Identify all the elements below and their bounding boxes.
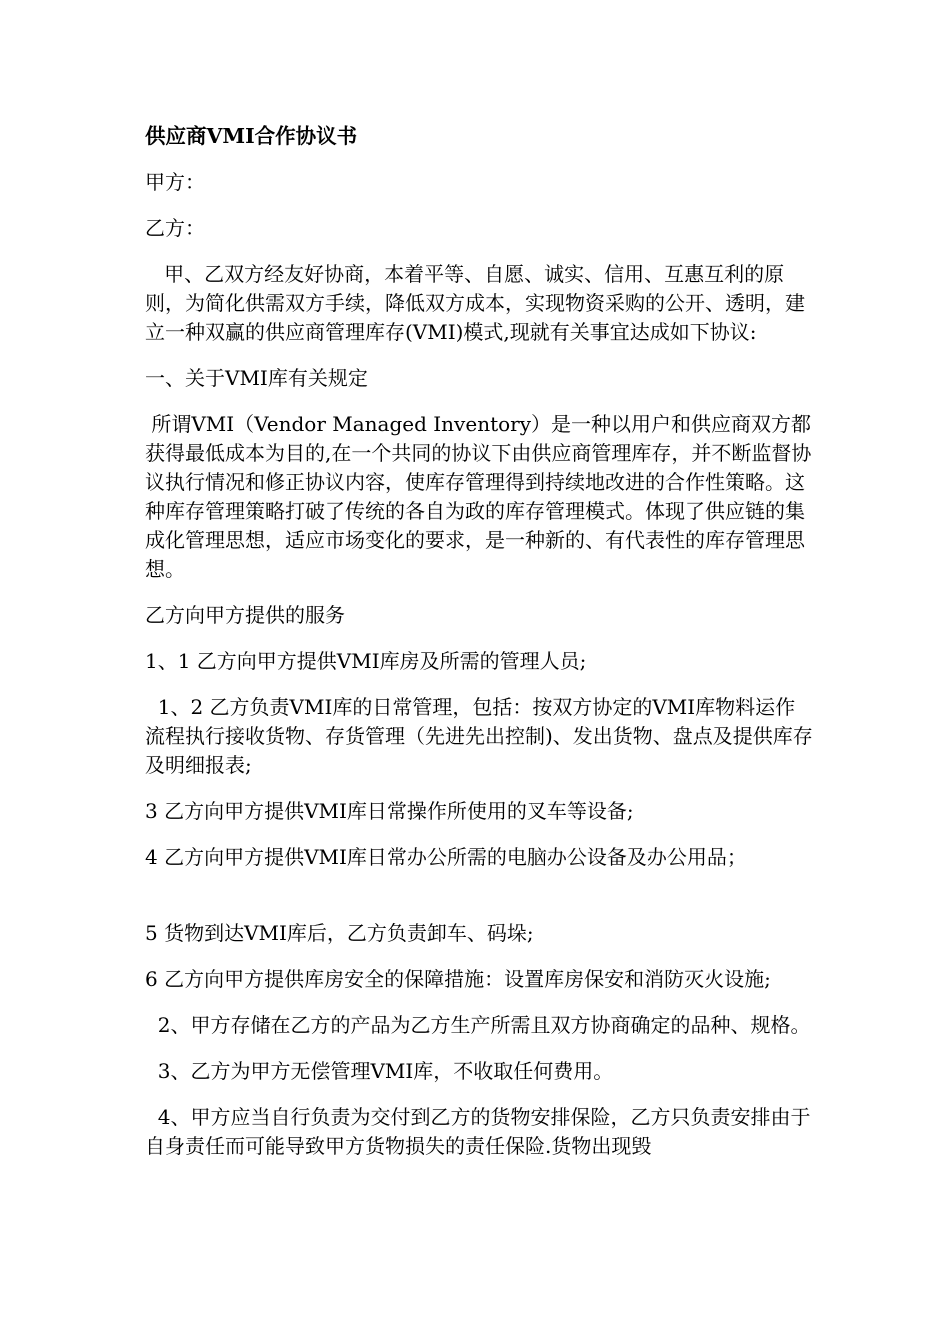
intro-paragraph: 甲、乙双方经友好协商，本着平等、自愿、诚实、信用、互惠互利的原则，为简化供需双方手续，降低双方成本，实现物资采购的公开、透明，建立一种双赢的供应商管理库存(VMI)模式,现就有关事宜达成如下协议:	[145, 262, 805, 344]
document-page	[145, 122, 813, 1178]
services-heading: 乙方向甲方提供的服务	[145, 603, 345, 627]
document-title: 供应商VMI合作协议书	[145, 124, 358, 148]
clause-1-1: 1、1 乙方向甲方提供VMI库房及所需的管理人员;	[145, 649, 587, 673]
vmi-definition-paragraph: 所谓VMI（Vendor Managed Inventory）是一种以用户和供应商双方都获得最低成本为目的,在一个共同的协议下由供应商管理库存，并不断监督协议执行情况和修正协议内容，使库存管理得到持续地改进的合作性策略。这种库存管理策略打破了传统的各自为政的库存管理模式。体现了供应链的集成化管理思想，适应市场变化的要求，是一种新的、有代表性的库存管理思想。	[145, 412, 812, 581]
section-heading-vmi: 一、关于VMI库有关规定	[145, 366, 368, 390]
clause-2: 2、甲方存储在乙方的产品为乙方生产所需且双方协商确定的品种、规格。	[145, 1013, 811, 1037]
clause-5: 5 货物到达VMI库后，乙方负责卸车、码垛;	[145, 921, 534, 945]
party-a-label: 甲方：	[145, 170, 205, 194]
clause-3-fee: 3、乙方为甲方无偿管理VMI库，不收取任何费用。	[145, 1059, 614, 1083]
clause-1-2: 1、2 乙方负责VMI库的日常管理，包括：按双方协定的VMI库物料运作流程执行接收货物、存货管理（先进先出控制)、发出货物、盘点及提供库存及明细报表;	[145, 695, 813, 777]
clause-3: 3 乙方向甲方提供VMI库日常操作所使用的叉车等设备;	[145, 799, 634, 823]
party-b-label: 乙方：	[145, 216, 205, 240]
clause-4-insurance: 4、甲方应当自行负责为交付到乙方的货物安排保险，乙方只负责安排由于自身责任而可能导致甲方货物损失的责任保险.货物出现毁	[145, 1105, 811, 1158]
blank-line	[145, 889, 813, 919]
clause-6: 6 乙方向甲方提供库房安全的保障措施：设置库房保安和消防灭火设施;	[145, 967, 771, 991]
clause-4: 4 乙方向甲方提供VMI库日常办公所需的电脑办公设备及办公用品；	[145, 845, 747, 869]
